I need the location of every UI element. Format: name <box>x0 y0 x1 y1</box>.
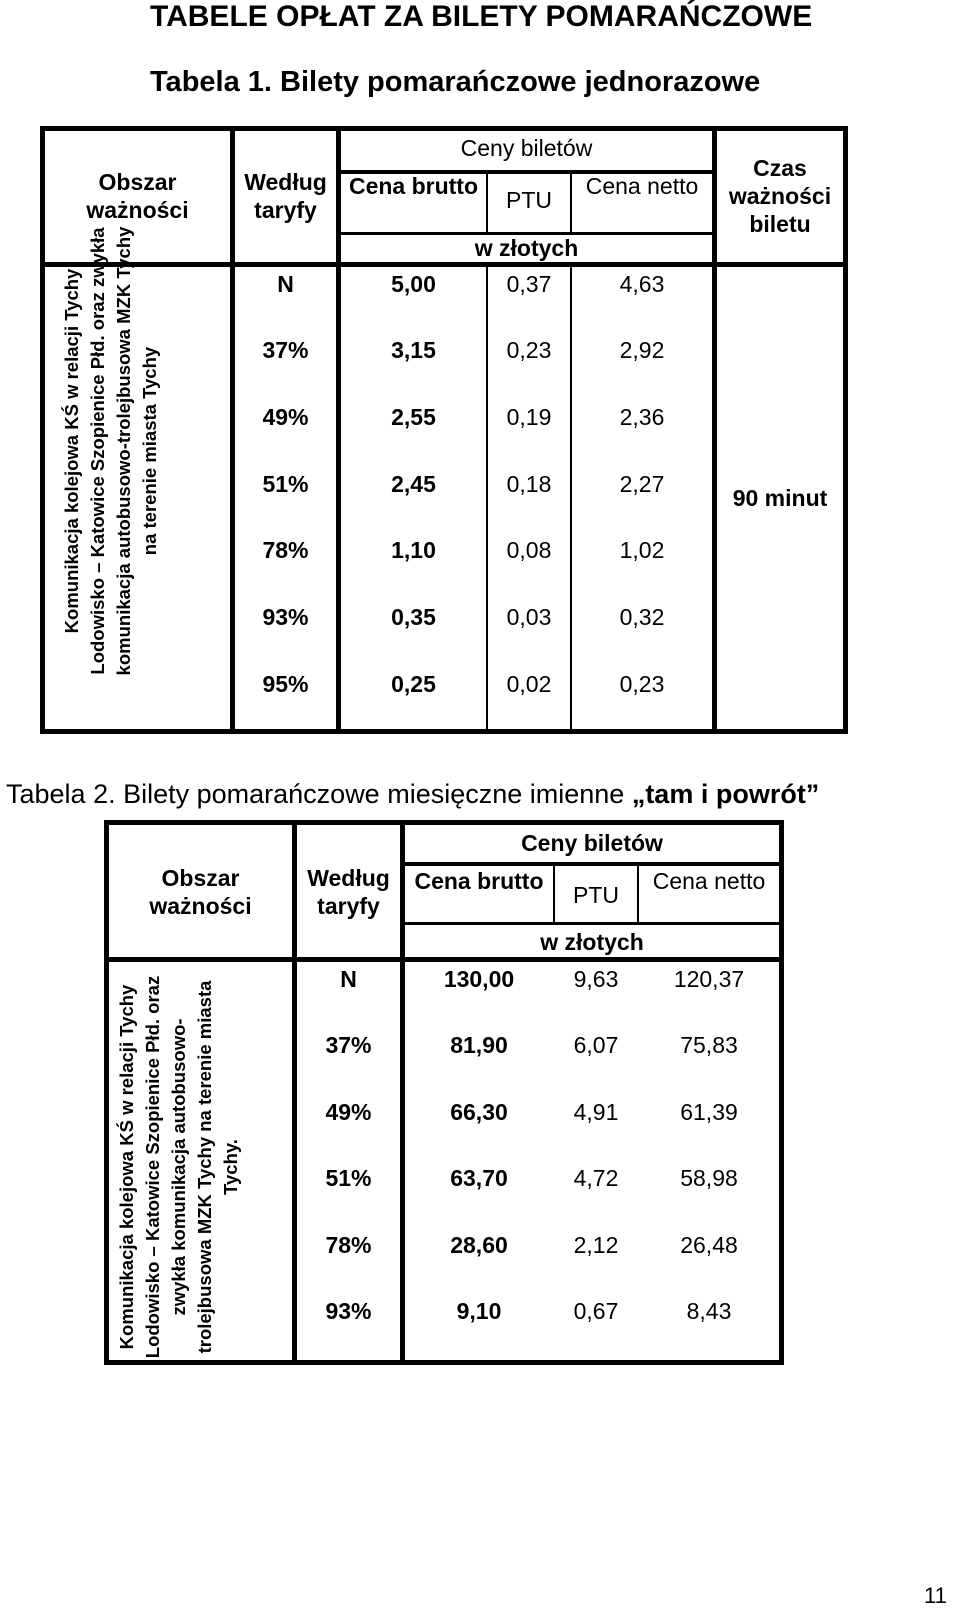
page-number: 11 <box>924 1583 947 1608</box>
t2-gross: 130,00 <box>443 966 515 992</box>
t2-hline-group <box>405 862 779 866</box>
t1-vat: 0,19 <box>506 404 552 430</box>
t1-header-net: Cena netto <box>585 173 699 199</box>
t1-header-prices: Ceny biletów <box>460 135 593 161</box>
t1-gross: 5,00 <box>391 271 436 297</box>
t2-tariff: 51% <box>325 1165 372 1191</box>
t2-tariff: N <box>340 966 357 992</box>
t1-vat: 0,02 <box>506 671 552 697</box>
t1-vline-vat <box>570 263 572 734</box>
t2-header-gross: Cena brutto <box>414 868 544 894</box>
t2-gross: 81,90 <box>450 1032 508 1058</box>
t2-hline-header <box>104 957 784 962</box>
t1-header-tariff: Według taryfy <box>244 169 327 223</box>
t1-net: 0,32 <box>619 604 665 630</box>
t2-tariff: 78% <box>325 1232 372 1258</box>
t1-vat: 0,37 <box>506 271 552 297</box>
t2-vline-tariff <box>400 820 405 1365</box>
t2-header-vat: PTU <box>573 882 619 908</box>
t2-area-text: Komunikacja kolejowa KŚ w relacji Tychy Lodowisko – Katowice Szopienice Płd. oraz zwykła komunikacja autobusowo-trolejbusowa MZK Tychy na terenie miasta Tychy. <box>116 975 241 1359</box>
t1-gross: 2,45 <box>391 471 436 497</box>
t1-tariff: 37% <box>262 337 309 363</box>
t1-vat: 0,18 <box>506 471 552 497</box>
t2-tariff: 49% <box>325 1099 372 1125</box>
t2-net: 120,37 <box>673 966 745 992</box>
t1-tariff: N <box>277 271 294 297</box>
t2-header-unit: w złotych <box>540 929 644 955</box>
t2-gross: 28,60 <box>450 1232 508 1258</box>
t2-vat: 4,91 <box>573 1099 619 1125</box>
t2-net: 75,83 <box>680 1032 738 1058</box>
t2-gross: 66,30 <box>450 1099 508 1125</box>
t2-hline-unit <box>405 922 779 925</box>
t1-tariff: 95% <box>262 671 309 697</box>
t1-validity-value: 90 minut <box>732 485 828 511</box>
t1-net: 2,27 <box>619 471 665 497</box>
t1-net: 0,23 <box>619 671 665 697</box>
t2-gross: 9,10 <box>456 1298 502 1324</box>
t1-net: 1,02 <box>619 537 665 563</box>
t2-tariff: 93% <box>325 1298 372 1324</box>
t1-header-area: Obszar ważności <box>86 169 189 223</box>
t2-header-prices: Ceny biletów <box>521 830 663 856</box>
t1-gross: 1,10 <box>391 537 436 563</box>
t1-gross: 3,15 <box>391 337 436 363</box>
t1-tariff: 93% <box>262 604 309 630</box>
t2-vat: 9,63 <box>573 966 619 992</box>
t1-tariff: 51% <box>262 471 309 497</box>
t1-header-unit: w złotych <box>474 235 579 261</box>
t2-vat: 0,67 <box>573 1298 619 1324</box>
t1-vat: 0,23 <box>506 337 552 363</box>
t2-vat: 2,12 <box>573 1232 619 1258</box>
t1-tariff: 78% <box>262 537 309 563</box>
t2-gross: 63,70 <box>450 1165 508 1191</box>
table2-caption <box>6 779 819 810</box>
t1-vat: 0,03 <box>506 604 552 630</box>
t1-gross: 0,25 <box>391 671 436 697</box>
t2-net: 58,98 <box>680 1165 738 1191</box>
t2-header-tariff: Według taryfy <box>307 865 390 919</box>
t2-vat: 4,72 <box>573 1165 619 1191</box>
table2-caption-text: Tabela 2. Bilety pomarańczowe miesięczne imienne <box>6 779 632 809</box>
t1-gross: 2,55 <box>391 404 436 430</box>
t1-header-vat: PTU <box>506 187 552 213</box>
t1-net: 2,36 <box>619 404 665 430</box>
page-title: TABELE OPŁAT ZA BILETY POMARAŃCZOWE <box>150 0 813 33</box>
t1-net: 4,63 <box>619 271 665 297</box>
t1-header-gross: Cena brutto <box>348 173 479 199</box>
t1-vat: 0,08 <box>506 537 552 563</box>
t1-net: 2,92 <box>619 337 665 363</box>
table2-caption-quote: „tam i powrót” <box>631 779 820 809</box>
t1-area-text: Komunikacja kolejowa KŚ w relacji Tychy Lodowisko – Katowice Szopienice Płd. oraz zwykła komunikacja autobusowo-trolejbusowa MZK Tychy na terenie miasta Tychy <box>61 226 160 676</box>
t2-net: 61,39 <box>680 1099 738 1125</box>
t2-header-net: Cena netto <box>652 868 766 894</box>
t1-gross: 0,35 <box>391 604 436 630</box>
table1-caption: Tabela 1. Bilety pomarańczowe jednorazowe <box>150 66 761 98</box>
t2-tariff: 37% <box>325 1032 372 1058</box>
t2-net: 26,48 <box>680 1232 738 1258</box>
t1-header-validity: Czas ważności biletu <box>728 155 832 237</box>
t2-net: 8,43 <box>686 1298 732 1324</box>
t2-vat: 6,07 <box>573 1032 619 1058</box>
t2-header-area: Obszar ważności <box>149 865 252 919</box>
t1-vline-gross <box>486 263 488 734</box>
t1-tariff: 49% <box>262 404 309 430</box>
